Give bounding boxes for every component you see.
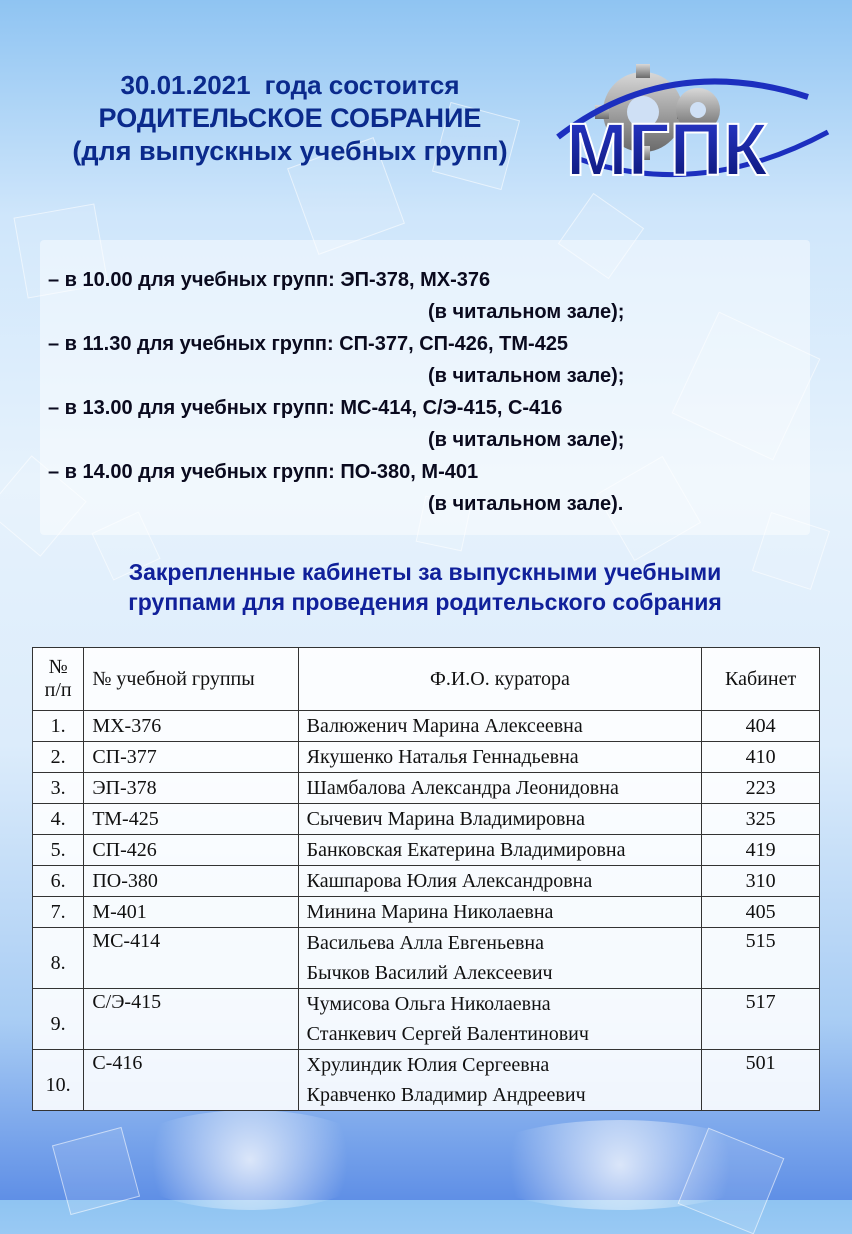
row-curator: Якушенко Наталья Геннадьевна bbox=[298, 742, 702, 773]
row-curator: Валюженич Марина Алексеевна bbox=[298, 711, 702, 742]
schedule-item-location: (в читальном зале). bbox=[428, 493, 624, 515]
table-row bbox=[33, 835, 820, 866]
row-room: 517 bbox=[702, 989, 820, 1050]
row-curator: Васильева Алла Евгеньевна bbox=[306, 932, 544, 954]
row-curator: Банковская Екатерина Владимировна bbox=[298, 835, 702, 866]
table-row bbox=[33, 742, 820, 773]
rooms-title-line-2: группами для проведения родительского собрания bbox=[128, 589, 722, 615]
row-number: 9. bbox=[33, 989, 84, 1050]
row-room: 310 bbox=[702, 866, 820, 897]
schedule-item bbox=[48, 328, 728, 392]
row-curator-second: Бычков Василий Алексеевич bbox=[306, 962, 553, 984]
row-number: 6. bbox=[33, 866, 84, 897]
row-group: ПО-380 bbox=[84, 866, 298, 897]
table-header-row bbox=[33, 648, 820, 711]
row-room: 404 bbox=[702, 711, 820, 742]
header-subtitle: (для выпускных учебных групп) bbox=[72, 136, 508, 166]
table-row bbox=[33, 804, 820, 835]
row-curator-second: Кравченко Владимир Андреевич bbox=[306, 1084, 586, 1106]
row-room: 501 bbox=[702, 1050, 820, 1111]
row-room: 515 bbox=[702, 928, 820, 989]
row-curator: Шамбалова Александра Леонидовна bbox=[298, 773, 702, 804]
table-row bbox=[33, 989, 820, 1050]
rooms-table bbox=[32, 647, 820, 1111]
row-curator: Чумисова Ольга Николаевна bbox=[306, 993, 551, 1015]
table-row bbox=[33, 1050, 820, 1111]
meeting-date: 30.01.2021 bbox=[120, 70, 251, 100]
row-group: С-416 bbox=[84, 1050, 298, 1111]
row-curator: Хрулиндик Юлия Сергеевна bbox=[306, 1054, 550, 1076]
row-number: 5. bbox=[33, 835, 84, 866]
row-number: 10. bbox=[33, 1050, 84, 1111]
row-group: ТМ-425 bbox=[84, 804, 298, 835]
rooms-title-line-1: Закрепленные кабинеты за выпускными учебными bbox=[128, 559, 722, 585]
row-curator: Сычевич Марина Владимировна bbox=[298, 804, 702, 835]
row-room: 410 bbox=[702, 742, 820, 773]
table-row bbox=[33, 866, 820, 897]
table-row bbox=[33, 897, 820, 928]
schedule-item-location: (в читальном зале); bbox=[428, 301, 625, 323]
row-number: 2. bbox=[33, 742, 84, 773]
row-number: 1. bbox=[33, 711, 84, 742]
row-room: 405 bbox=[702, 897, 820, 928]
table-row bbox=[33, 711, 820, 742]
schedule-item-main: – в 13.00 для учебных групп: МС-414, С/Э-415, С-416 bbox=[48, 397, 563, 419]
header-group: № учебной группы bbox=[84, 648, 298, 711]
schedule-item bbox=[48, 264, 728, 328]
row-curators bbox=[298, 1050, 702, 1111]
schedule-item bbox=[48, 392, 728, 456]
schedule-item-main: – в 10.00 для учебных групп: ЭП-378, МХ-376 bbox=[48, 269, 491, 291]
svg-text:МГПК: МГПК bbox=[566, 108, 768, 191]
row-number: 4. bbox=[33, 804, 84, 835]
schedule-item-main: – в 11.30 для учебных групп: СП-377, СП-426, ТМ-425 bbox=[48, 333, 569, 355]
row-curators bbox=[298, 989, 702, 1050]
header-line-date bbox=[40, 68, 540, 102]
table-row bbox=[33, 773, 820, 804]
header-curator: Ф.И.О. куратора bbox=[298, 648, 702, 711]
table-row bbox=[33, 928, 820, 989]
row-curator: Кашпарова Юлия Александровна bbox=[298, 866, 702, 897]
announcement-header bbox=[40, 68, 540, 168]
row-number: 7. bbox=[33, 897, 84, 928]
row-curators bbox=[298, 928, 702, 989]
row-group: МС-414 bbox=[84, 928, 298, 989]
row-room: 223 bbox=[702, 773, 820, 804]
schedule-list bbox=[48, 264, 728, 520]
header-room: Кабинет bbox=[702, 648, 820, 711]
row-number: 8. bbox=[33, 928, 84, 989]
row-number: 3. bbox=[33, 773, 84, 804]
row-room: 325 bbox=[702, 804, 820, 835]
header-title: РОДИТЕЛЬСКОЕ СОБРАНИЕ bbox=[98, 103, 482, 133]
row-curator: Минина Марина Николаевна bbox=[298, 897, 702, 928]
schedule-item-location: (в читальном зале); bbox=[428, 365, 625, 387]
row-curator-second: Станкевич Сергей Валентинович bbox=[306, 1023, 589, 1045]
header-num-symbol: № bbox=[48, 656, 68, 678]
rooms-title bbox=[40, 557, 810, 617]
header-num-abbr: п/п bbox=[44, 679, 72, 701]
schedule-item-main: – в 14.00 для учебных групп: ПО-380, М-401 bbox=[48, 461, 479, 483]
row-group: СП-426 bbox=[84, 835, 298, 866]
header-num bbox=[33, 648, 84, 711]
header-line1-suffix: года состоится bbox=[264, 70, 460, 100]
schedule-item bbox=[48, 456, 728, 520]
row-group: С/Э-415 bbox=[84, 989, 298, 1050]
row-group: СП-377 bbox=[84, 742, 298, 773]
schedule-item-location: (в читальном зале); bbox=[428, 429, 625, 451]
college-logo bbox=[548, 62, 838, 192]
row-group: МХ-376 bbox=[84, 711, 298, 742]
row-group: М-401 bbox=[84, 897, 298, 928]
row-group: ЭП-378 bbox=[84, 773, 298, 804]
row-room: 419 bbox=[702, 835, 820, 866]
